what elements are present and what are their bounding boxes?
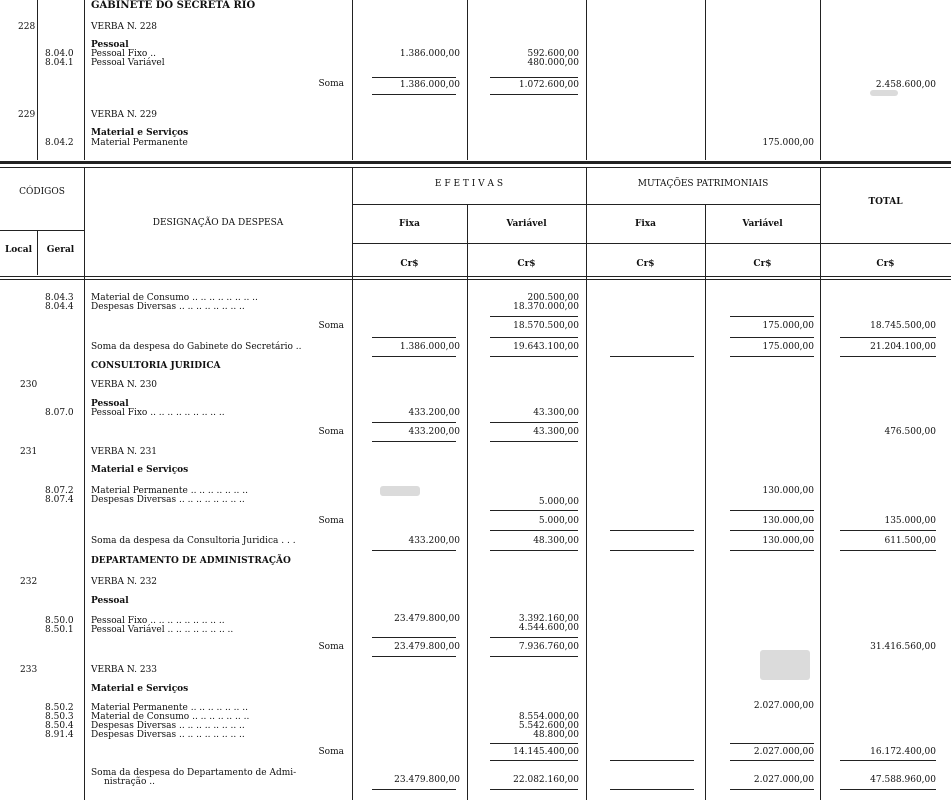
code: 8.04.2 bbox=[45, 138, 74, 148]
value: 47.588.960,00 bbox=[870, 775, 936, 785]
rule bbox=[372, 441, 456, 442]
rule bbox=[490, 337, 578, 338]
currency: Cr$ bbox=[517, 259, 536, 269]
value: 433.200,00 bbox=[408, 408, 460, 418]
rule bbox=[490, 743, 578, 744]
rule bbox=[37, 0, 38, 160]
value: 1.386.000,00 bbox=[399, 80, 460, 90]
value: 433.200,00 bbox=[408, 427, 460, 437]
rule bbox=[840, 550, 936, 551]
value: 433.200,00 bbox=[408, 536, 460, 546]
local-code: 231 bbox=[20, 447, 38, 457]
rule bbox=[372, 356, 456, 357]
desc: Despesas Diversas .. .. .. .. .. .. .. .. bbox=[91, 721, 245, 731]
verba-label: VERBA N. 228 bbox=[91, 22, 158, 32]
rule bbox=[490, 316, 578, 317]
rule bbox=[490, 422, 578, 423]
rule bbox=[490, 77, 578, 78]
page-break-rule bbox=[0, 161, 951, 164]
rule bbox=[0, 276, 951, 277]
code: 8.04.1 bbox=[45, 58, 74, 68]
value: 8.554.000,00 bbox=[518, 712, 579, 722]
code: 8.04.0 bbox=[45, 49, 74, 59]
rule bbox=[372, 337, 456, 338]
value: 2.458.600,00 bbox=[875, 80, 936, 90]
value: 5.000,00 bbox=[538, 516, 579, 526]
value: 5.542.600,00 bbox=[518, 721, 579, 731]
header-variavel: Variável bbox=[506, 219, 547, 229]
rule bbox=[84, 168, 85, 800]
desc: Material Permanente bbox=[91, 138, 188, 148]
header-efetivas: E F E T I V A S bbox=[434, 179, 504, 189]
value: 18.745.500,00 bbox=[870, 321, 936, 331]
rule bbox=[84, 0, 85, 160]
rule bbox=[730, 510, 814, 511]
header-local: Local bbox=[4, 245, 33, 255]
verba-label: VERBA N. 232 bbox=[91, 577, 158, 587]
rule bbox=[372, 94, 456, 95]
desc: Material de Consumo .. .. .. .. .. .. .. .. bbox=[91, 293, 258, 303]
value: 23.479.800,00 bbox=[394, 775, 460, 785]
rule bbox=[372, 789, 456, 790]
rule bbox=[352, 204, 820, 205]
scan-smudge bbox=[760, 650, 810, 680]
soma-label: Soma bbox=[318, 79, 344, 89]
rule bbox=[490, 789, 578, 790]
header-total: TOTAL bbox=[868, 197, 903, 207]
value: 1.386.000,00 bbox=[399, 49, 460, 59]
value: 592.600,00 bbox=[527, 49, 579, 59]
rule bbox=[730, 337, 814, 338]
value: 175.000,00 bbox=[762, 321, 814, 331]
rule bbox=[372, 422, 456, 423]
rule bbox=[610, 789, 694, 790]
desc: Despesas Diversas .. .. .. .. .. .. .. .. bbox=[91, 302, 245, 312]
rule bbox=[372, 656, 456, 657]
desc: Material Permanente .. .. .. .. .. .. .. bbox=[91, 703, 248, 713]
desc: Pessoal Fixo .. .. .. .. .. .. .. .. .. bbox=[91, 616, 225, 626]
desc: Pessoal Variável bbox=[91, 58, 165, 68]
value: 4.544.600,00 bbox=[518, 623, 579, 633]
rule bbox=[730, 760, 814, 761]
header-mutacoes: MUTAÇÕES PATRIMONIAIS bbox=[637, 179, 769, 189]
desc: Pessoal Fixo .. .. .. .. .. .. .. .. .. bbox=[91, 408, 225, 418]
rule bbox=[610, 760, 694, 761]
code: 8.04.3 bbox=[45, 293, 74, 303]
value: 175.000,00 bbox=[762, 342, 814, 352]
rule bbox=[372, 550, 456, 551]
value: 200.500,00 bbox=[527, 293, 579, 303]
rule bbox=[490, 637, 578, 638]
rule bbox=[490, 510, 578, 511]
value: 480.000,00 bbox=[527, 58, 579, 68]
value: 5.000,00 bbox=[538, 497, 579, 507]
section-label: Pessoal bbox=[91, 596, 129, 606]
value: 175.000,00 bbox=[762, 138, 814, 148]
section-label: Pessoal bbox=[91, 40, 129, 50]
rule bbox=[352, 243, 951, 244]
value: 2.027.000,00 bbox=[753, 701, 814, 711]
rule bbox=[730, 789, 814, 790]
value: 7.936.760,00 bbox=[518, 642, 579, 652]
value: 1.072.600,00 bbox=[518, 80, 579, 90]
rule bbox=[730, 743, 814, 744]
value: 2.027.000,00 bbox=[753, 775, 814, 785]
header-fixa-mut: Fixa bbox=[634, 219, 656, 229]
code: 8.50.1 bbox=[45, 625, 74, 635]
value: 135.000,00 bbox=[884, 516, 936, 526]
soma-label: Soma bbox=[318, 516, 344, 526]
value: 19.643.100,00 bbox=[513, 342, 579, 352]
code: 8.07.2 bbox=[45, 486, 74, 496]
office-title: GABINETE DO SECRETA RIO bbox=[91, 0, 256, 11]
rule bbox=[586, 0, 587, 160]
rule bbox=[467, 0, 468, 160]
soma-label: Soma bbox=[318, 642, 344, 652]
value: 48.800,00 bbox=[533, 730, 579, 740]
code: 8.91.4 bbox=[45, 730, 74, 740]
value: 22.082.160,00 bbox=[513, 775, 579, 785]
value: 3.392.160,00 bbox=[518, 614, 579, 624]
rule bbox=[467, 205, 468, 800]
soma-label: Soma bbox=[318, 427, 344, 437]
verba-label: VERBA N. 233 bbox=[91, 665, 158, 675]
rule bbox=[490, 550, 578, 551]
subtotal-label-cont: nistração .. bbox=[104, 777, 155, 787]
rule bbox=[490, 94, 578, 95]
local-code: 232 bbox=[20, 577, 38, 587]
value: 31.416.560,00 bbox=[870, 642, 936, 652]
rule bbox=[372, 637, 456, 638]
scan-smudge bbox=[870, 90, 898, 96]
header-variavel-mut: Variável bbox=[742, 219, 783, 229]
rule bbox=[490, 656, 578, 657]
desc: Despesas Diversas .. .. .. .. .. .. .. .. bbox=[91, 495, 245, 505]
rule bbox=[840, 760, 936, 761]
desc: Pessoal Variável .. .. .. .. .. .. .. .. bbox=[91, 625, 234, 635]
value: 611.500,00 bbox=[884, 536, 936, 546]
desc: Despesas Diversas .. .. .. .. .. .. .. .. bbox=[91, 730, 245, 740]
rule bbox=[730, 356, 814, 357]
code: 8.50.2 bbox=[45, 703, 74, 713]
verba-label: VERBA N. 230 bbox=[91, 380, 158, 390]
header-geral: Geral bbox=[46, 245, 75, 255]
verba-label: VERBA N. 229 bbox=[91, 110, 158, 120]
header-designacao: DESIGNAÇÃO DA DESPESA bbox=[152, 218, 284, 228]
rule bbox=[730, 530, 814, 531]
rule bbox=[840, 530, 936, 531]
code: 8.50.4 bbox=[45, 721, 74, 731]
rule bbox=[610, 550, 694, 551]
local-code: 233 bbox=[20, 665, 38, 675]
value: 43.300,00 bbox=[533, 408, 579, 418]
value: 16.172.400,00 bbox=[870, 747, 936, 757]
rule bbox=[610, 530, 694, 531]
value: 23.479.800,00 bbox=[394, 642, 460, 652]
rule bbox=[490, 760, 578, 761]
desc: Pessoal Fixo .. bbox=[91, 49, 156, 59]
section-label: Material e Serviços bbox=[91, 465, 189, 475]
currency: Cr$ bbox=[876, 259, 895, 269]
currency: Cr$ bbox=[753, 259, 772, 269]
currency: Cr$ bbox=[400, 259, 419, 269]
rule bbox=[820, 0, 821, 160]
rule bbox=[490, 441, 578, 442]
section-title: CONSULTORIA JURIDICA bbox=[91, 361, 221, 371]
value: 48.300,00 bbox=[533, 536, 579, 546]
section-label: Material e Serviços bbox=[91, 684, 189, 694]
rule bbox=[372, 77, 456, 78]
subtotal-label: Soma da despesa do Gabinete do Secretário .. bbox=[91, 342, 302, 352]
value: 23.479.800,00 bbox=[394, 614, 460, 624]
value: 130.000,00 bbox=[762, 486, 814, 496]
section-label: Pessoal bbox=[91, 399, 129, 409]
soma-label: Soma bbox=[318, 321, 344, 331]
verba-label: VERBA N. 231 bbox=[91, 447, 158, 457]
value: 130.000,00 bbox=[762, 536, 814, 546]
section-label: Material e Serviços bbox=[91, 128, 189, 138]
section-title: DEPARTAMENTO DE ADMINISTRAÇÃO bbox=[91, 556, 291, 566]
rule bbox=[840, 356, 936, 357]
rule bbox=[705, 0, 706, 160]
currency: Cr$ bbox=[636, 259, 655, 269]
soma-label: Soma bbox=[318, 747, 344, 757]
code: 8.04.4 bbox=[45, 302, 74, 312]
header-codigos: CÓDIGOS bbox=[19, 187, 65, 197]
rule bbox=[730, 550, 814, 551]
code: 8.50.3 bbox=[45, 712, 74, 722]
rule bbox=[705, 205, 706, 800]
value: 130.000,00 bbox=[762, 516, 814, 526]
local-code: 230 bbox=[20, 380, 38, 390]
value: 18.370.000,00 bbox=[513, 302, 579, 312]
desc: Material de Consumo .. .. .. .. .. .. .. bbox=[91, 712, 250, 722]
subtotal-label: Soma da despesa da Consultoria Juridica . . . bbox=[91, 536, 296, 546]
rule bbox=[610, 356, 694, 357]
rule bbox=[730, 316, 814, 317]
rule bbox=[840, 337, 936, 338]
page-break-rule bbox=[0, 167, 951, 168]
rule bbox=[0, 279, 951, 280]
value: 14.145.400,00 bbox=[513, 747, 579, 757]
value: 18.570.500,00 bbox=[513, 321, 579, 331]
desc: Material Permanente .. .. .. .. .. .. .. bbox=[91, 486, 248, 496]
rule bbox=[352, 0, 353, 160]
rule bbox=[0, 230, 84, 231]
value: 1.386.000,00 bbox=[399, 342, 460, 352]
local-code: 228 bbox=[18, 22, 36, 32]
code: 8.50.0 bbox=[45, 616, 74, 626]
local-code: 229 bbox=[18, 110, 36, 120]
value: 2.027.000,00 bbox=[753, 747, 814, 757]
scan-smudge bbox=[380, 486, 420, 496]
code: 8.07.0 bbox=[45, 408, 74, 418]
subtotal-label: Soma da despesa do Departamento de Admi- bbox=[91, 768, 297, 778]
rule bbox=[840, 789, 936, 790]
rule bbox=[490, 356, 578, 357]
code: 8.07.4 bbox=[45, 495, 74, 505]
value: 43.300,00 bbox=[533, 427, 579, 437]
value: 21.204.100,00 bbox=[870, 342, 936, 352]
rule bbox=[490, 530, 578, 531]
value: 476.500,00 bbox=[884, 427, 936, 437]
header-fixa: Fixa bbox=[398, 219, 420, 229]
